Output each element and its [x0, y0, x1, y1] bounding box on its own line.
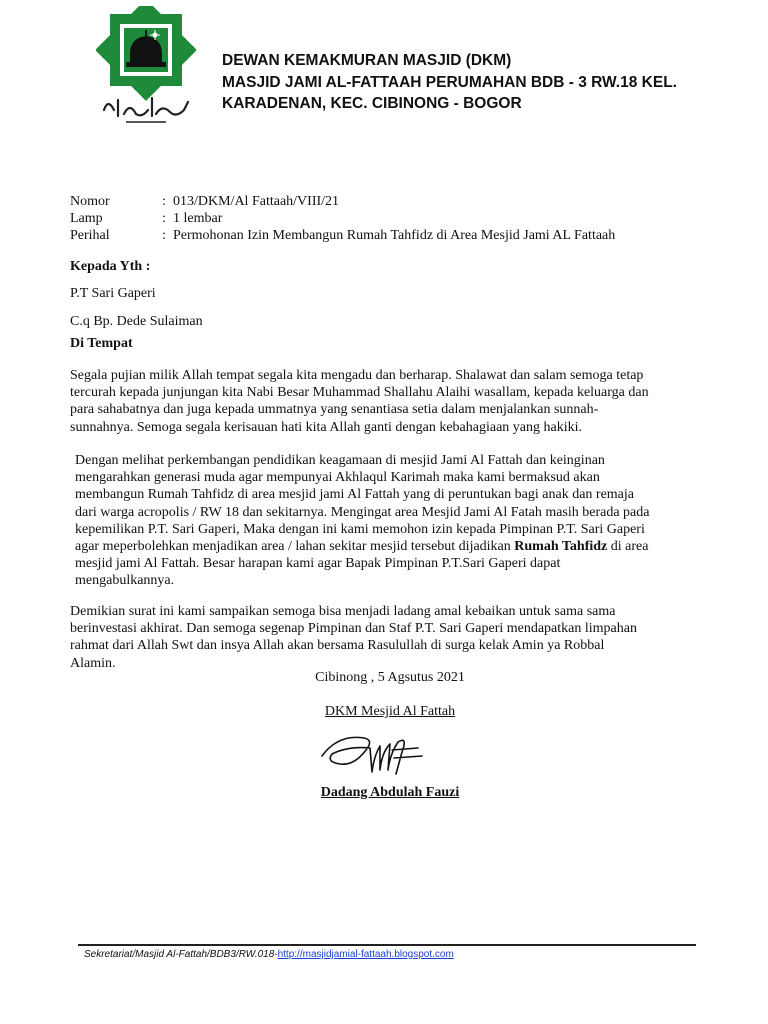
- perihal-value: Permohonan Izin Membangun Rumah Tahfidz di Area Mesjid Jami AL Fattaah: [173, 228, 616, 243]
- paragraph-closing: [70, 603, 710, 672]
- signer-name: Dadang Abdulah Fauzi: [320, 785, 460, 800]
- p1-line: Segala pujian milik Allah tempat segala kita mengadu dan berharap. Shalawat dan salam semoga tetap: [70, 368, 644, 383]
- p2-line: kepemilikan P.T. Sari Gaperi, Maka dengan ini kami memohon izin kepada Pimpinan P.T. Sari Gaperi: [75, 521, 645, 537]
- p3-line: Demikian surat ini kami sampaikan semoga bisa menjadi ladang amal kebaikan untuk sama sama: [70, 604, 616, 619]
- p2-line: Dengan melihat perkembangan pendidikan keagamaan di mesjid Jami Al Fattah dan keinginan: [75, 453, 605, 468]
- perihal-colon: :: [162, 228, 166, 243]
- footer-address: Sekretariat/Masjid Al-Fattah/BDB3/RW.018-: [84, 949, 278, 960]
- p2-line: mesjid jami Al Fattah. Besar harapan kami agar Bapak Pimpinan P.T.Sari Gaperi dapat: [75, 556, 561, 572]
- footer: [84, 949, 454, 960]
- paragraph-opening: [70, 367, 710, 436]
- p3-line: berinvestasi akhirat. Dan semoga segenap Pimpinan dan Staf P.T. Sari Gaperi mendapatkan limpahan: [70, 621, 637, 637]
- lamp-label: Lamp: [70, 211, 103, 226]
- recipient-cq: C.q Bp. Dede Sulaiman: [70, 314, 203, 329]
- nomor-value: 013/DKM/Al Fattaah/VIII/21: [173, 194, 340, 209]
- lamp-colon: :: [162, 211, 166, 226]
- place-date: Cibinong , 5 Agsutus 2021: [315, 670, 465, 685]
- lamp-value: 1 lembar: [173, 211, 223, 226]
- p2-line: mengabulkannya.: [75, 573, 175, 589]
- p2-line: dari warga acropolis / RW 18 dan sekitarnya. Mengingat area Mesjid Jami Al Fatah masih berada pada: [75, 504, 650, 520]
- p2-line: mengarahkan generasi muda agar mempunyai Akhlaqul Karimah maka kami bermaksud akan: [75, 470, 600, 486]
- kepada-yth: Kepada Yth :: [70, 259, 151, 274]
- p2-line-with-bold: [75, 538, 718, 555]
- p3-line: Alamin.: [70, 655, 116, 671]
- mosque-logo-icon: [96, 6, 196, 124]
- letterhead-line-2: MASJID JAMI AL-FATTAAH PERUMAHAN BDB - 3 RW.18 KEL.: [222, 74, 677, 91]
- p2-line-start: agar meperbolehkan menjadikan area / lahan sekitar mesjid tersebut dijadikan: [75, 539, 515, 555]
- recipient-company: P.T Sari Gaperi: [70, 286, 156, 301]
- p1-line: para sahabatnya dan juga kepada ummatnya yang senantiasa setia dalam menjalankan sunnah-: [70, 402, 599, 418]
- org-name: DKM Mesjid Al Fattah: [324, 704, 456, 719]
- nomor-label: Nomor: [70, 194, 110, 209]
- p2-line: membangun Rumah Tahfidz di area mesjid jami Al Fattah yang di peruntukan bagi anak dan remaja: [75, 487, 634, 503]
- p2-line-end: di area: [607, 539, 649, 555]
- p1-line: tercurah kepada junjungan kita Nabi Besar Muhammad Shallahu Alaihi wasallam, kepada keluarga dan: [70, 385, 649, 401]
- p1-line: sunnahnya. Semoga segala kerisauan hati kita Allah ganti dengan kebahagiaan yang hakiki.: [70, 419, 583, 435]
- nomor-colon: :: [162, 194, 166, 209]
- letterhead-line-3: KARADENAN, KEC. CIBINONG - BOGOR: [222, 95, 522, 112]
- letterhead-line-1: DEWAN KEMAKMURAN MASJID (DKM): [222, 52, 512, 69]
- paragraph-request: [75, 452, 718, 590]
- footer-divider: [78, 944, 696, 946]
- rumah-tahfidz-bold: Rumah Tahfidz: [514, 539, 608, 555]
- perihal-label: Perihal: [70, 228, 110, 243]
- di-tempat: Di Tempat: [70, 336, 133, 351]
- p3-line: rahmat dari Allah Swt dan insya Allah akan bersama Rasulullah di surga kelak Amin ya Robbal: [70, 638, 605, 654]
- footer-blog-link[interactable]: http://masjidjamial-fattaah.blogspot.com: [277, 949, 454, 960]
- signature-icon: [318, 726, 430, 782]
